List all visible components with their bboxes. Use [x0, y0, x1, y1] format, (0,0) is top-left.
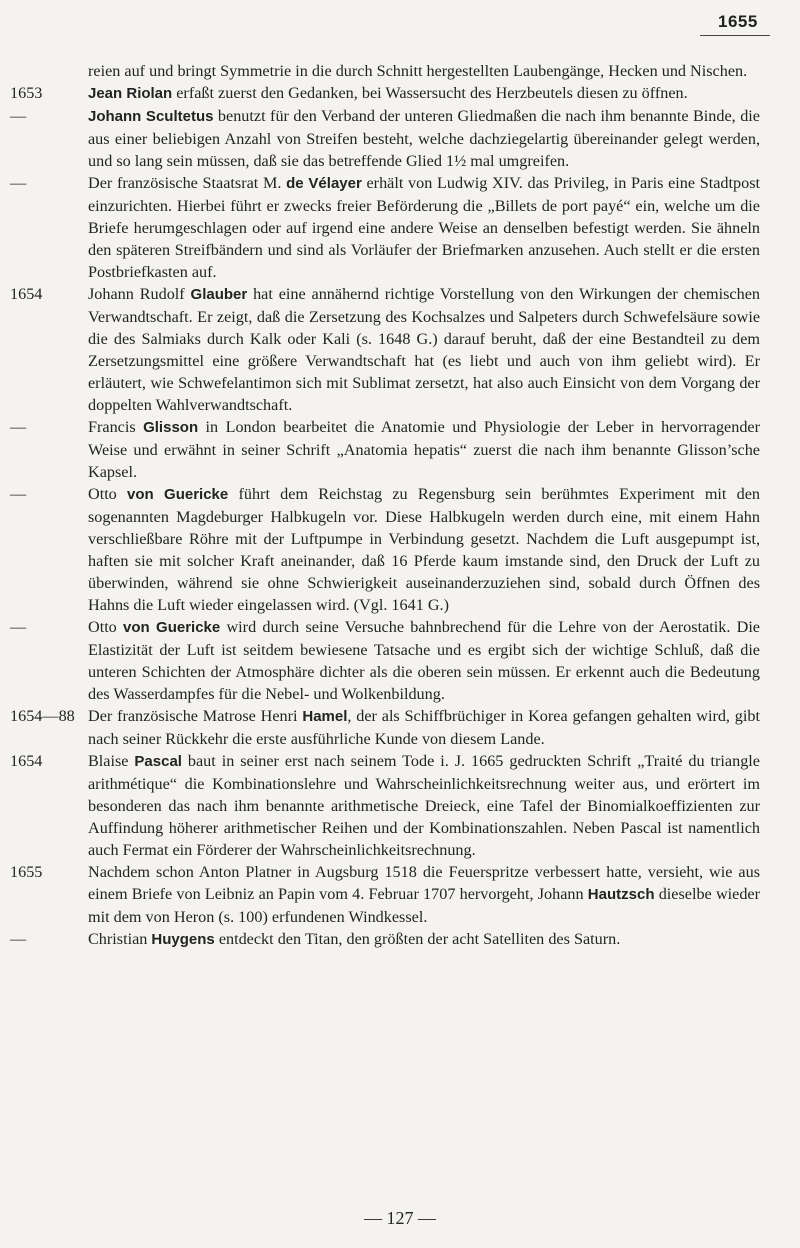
- person-name: von Guericke: [123, 619, 221, 636]
- chronicle-entry: [0, 483, 800, 616]
- entry-text: [88, 105, 760, 172]
- chronicle-entry: [0, 616, 800, 705]
- chronicle-entry: [0, 750, 800, 861]
- entry-text: [88, 172, 760, 283]
- entry-year: 1654: [10, 752, 43, 770]
- person-name: de Vélayer: [286, 175, 362, 192]
- entry-year: —: [10, 418, 27, 436]
- entry-text-segment: Otto: [88, 485, 128, 503]
- entry-text-segment: Francis: [88, 418, 144, 436]
- entry-text-segment: dieselbe wieder mit dem von Heron (s. 100) erfundenen Windkessel.: [88, 885, 760, 926]
- person-name: Johann Scultetus: [88, 108, 214, 125]
- entry-text-segment: Der französische Matrose Henri: [88, 707, 303, 725]
- entry-text-segment: Blaise: [88, 752, 135, 770]
- entry-year: —: [10, 930, 27, 948]
- chronicle-entry: [0, 105, 800, 172]
- person-name: Glisson: [143, 419, 199, 436]
- entry-text-segment: baut in seiner erst nach seinem Tode i. J. 1665 gedruckten Schrift „Traité du triangle arithmétique“ die Kombinationslehre und Wahrscheinlichkeitsrechnung weiter aus, und erörtert im besonderen das nach ihm benannte arithmetische Dreieck, eine Tafel der Binomialkoeffizienten zur Auffindung höherer arithmetischer Reihen und der Kombinationszahlen. Neben Pascal ist namentlich auch Fermat ein Förderer der Wahrscheinlichkeitsrechnung.: [88, 752, 760, 859]
- entry-text-segment: Christian: [88, 930, 152, 948]
- entry-text: [88, 705, 760, 750]
- entry-year: 1654: [10, 285, 43, 303]
- chronicle-entries: [0, 60, 800, 951]
- chronicle-entry: [0, 82, 800, 105]
- entry-text-segment: erhält von Ludwig XIV. das Privileg, in Paris eine Stadtpost einzurichten. Hierbei führt er zwecks freier Beförderung die „Billets de port payé“ ein, welche um die Briefe herumgeschlagen oder auf irgend eine andere Weise an denselben befestigt werden. Sie ähneln den späteren Streifbändern und sind als Vorläufer der Briefmarken anzusehen. Auch stellt er die ersten Postbriefkasten auf.: [88, 174, 760, 281]
- person-name: Huygens: [151, 931, 215, 948]
- entry-text-segment: in London bearbeitet die Anatomie und Physiologie der Leber in hervorragender Weise und erwähnt in seiner Schrift „Anatomia hepatis“ zuerst die nach ihm benannte Glisson’sche Kapsel.: [88, 418, 760, 481]
- person-name: von Guericke: [127, 486, 229, 503]
- entry-text: [88, 283, 760, 416]
- chronicle-entry: [0, 172, 800, 283]
- chronicle-entry: [0, 861, 800, 928]
- person-name: Hautzsch: [587, 886, 655, 903]
- entry-text-segment: , der als Schiffbrüchiger in Korea gefangen gehalten wird, gibt nach seiner Rückkehr die erste ausführliche Kunde von diesem Lande.: [88, 707, 760, 748]
- entry-text: [88, 82, 760, 105]
- person-name: Hamel: [302, 708, 348, 725]
- chronicle-entry: [0, 60, 800, 82]
- entry-text: [88, 60, 760, 82]
- chronicle-entry: [0, 416, 800, 483]
- chronicle-entry: [0, 705, 800, 750]
- entry-text-segment: wird durch seine Versuche bahnbrechend für die Lehre von der Aerostatik. Die Elastizität der Luft ist seitdem bewiesene Tatsache und es ergibt sich der wichtige Schluß, daß die unteren Schichten der Atmosphäre dichter als die oberen sein müssen. Er erkennt auch die Bedeutung des Wasserdampfes für die Nebel- und Wolkenbildung.: [88, 618, 760, 703]
- entry-year: 1653: [10, 84, 43, 102]
- entry-text-segment: hat eine annähernd richtige Vorstellung von den Wirkungen der chemischen Verwandtschaft. Er zeigt, daß die Zersetzung des Kochsalzes und Salpeters durch Schwefelsäure sowie die des Salmiaks durch Kalk oder Kali (s. 1648 G.) darauf beruht, daß der eine Bestandteil zu dem Zersetzungsmittel eine größere Verwandtschaft hat (es liebt und auch von ihm geliebt wird). Er erläutert, wie Schwefelantimon sich mit Sublimat zersetzt, hat also auch Einsicht von dem Vorgang der doppelten Wahlverwandtschaft.: [88, 285, 760, 414]
- entry-text-segment: Der französische Staatsrat M.: [88, 174, 287, 192]
- entry-text: [88, 861, 760, 928]
- chronicle-entry: [0, 928, 800, 951]
- entry-text: [88, 750, 760, 861]
- entry-year: —: [10, 107, 27, 125]
- chronicle-entry: [0, 283, 800, 416]
- page-number: 1655: [718, 12, 758, 31]
- entry-text-segment: entdeckt den Titan, den größten der acht Satelliten des Saturn.: [214, 930, 621, 948]
- person-name: Glauber: [190, 286, 248, 303]
- person-name: Pascal: [134, 753, 182, 770]
- entry-text: [88, 483, 760, 616]
- entry-text-segment: Otto: [88, 618, 124, 636]
- entry-year: 1654—88: [10, 707, 75, 725]
- entry-text: [88, 928, 760, 951]
- entry-text-segment: Nachdem schon Anton Platner in Augsburg 1518 die Feuerspritze verbessert hatte, versieht, wie aus einem Briefe von Leibniz an Papin vom 4. Februar 1707 hervorgeht, Johann: [88, 863, 760, 903]
- entry-year: [0, 60, 88, 82]
- entry-year: 1655: [10, 863, 43, 881]
- entry-year: —: [10, 485, 27, 503]
- person-name: Jean Riolan: [88, 85, 173, 102]
- page-footer: — 127 —: [364, 1208, 436, 1228]
- entry-text-segment: Johann Rudolf: [88, 285, 191, 303]
- entry-text-segment: führt dem Reichstag zu Regensburg sein berühmtes Experiment mit den sogenannten Magdeburger Halbkugeln vor. Diese Halbkugeln werden durch eine, mit einem Hahn verschließbare Röhre mit der Luftpumpe in Verbindung gesetzt. Nachdem die Luft ausgepumpt ist, haften sie mit solcher Kraft aneinander, daß 16 Pferde kaum imstande sind, den Druck der Luft zu überwinden, während sie ohne Schwierigkeit auseinanderzuziehen sind, sobald durch Öffnen des Hahns die Luft wieder eingelassen wird. (Vgl. 1641 G.): [88, 485, 761, 614]
- entry-text-segment: erfaßt zuerst den Gedanken, bei Wassersucht des Herzbeutels diesen zu öffnen.: [172, 84, 688, 102]
- header-rule: [700, 35, 770, 36]
- entry-text-segment: reien auf und bringt Symmetrie in die durch Schnitt hergestellten Laubengänge, Hecken und Nischen.: [88, 62, 748, 80]
- entry-year: —: [10, 618, 27, 636]
- entry-text: [88, 616, 760, 705]
- entry-text-segment: benutzt für den Verband der unteren Gliedmaßen die nach ihm benannte Binde, die aus einer beliebigen Anzahl von Streifen besteht, welche dachziegelartig übereinander gelegt werden, und so lang sein müssen, daß sie das betreffende Glied 1½ mal umgreifen.: [88, 107, 760, 170]
- entry-text: [88, 416, 760, 483]
- entry-year: —: [10, 174, 27, 192]
